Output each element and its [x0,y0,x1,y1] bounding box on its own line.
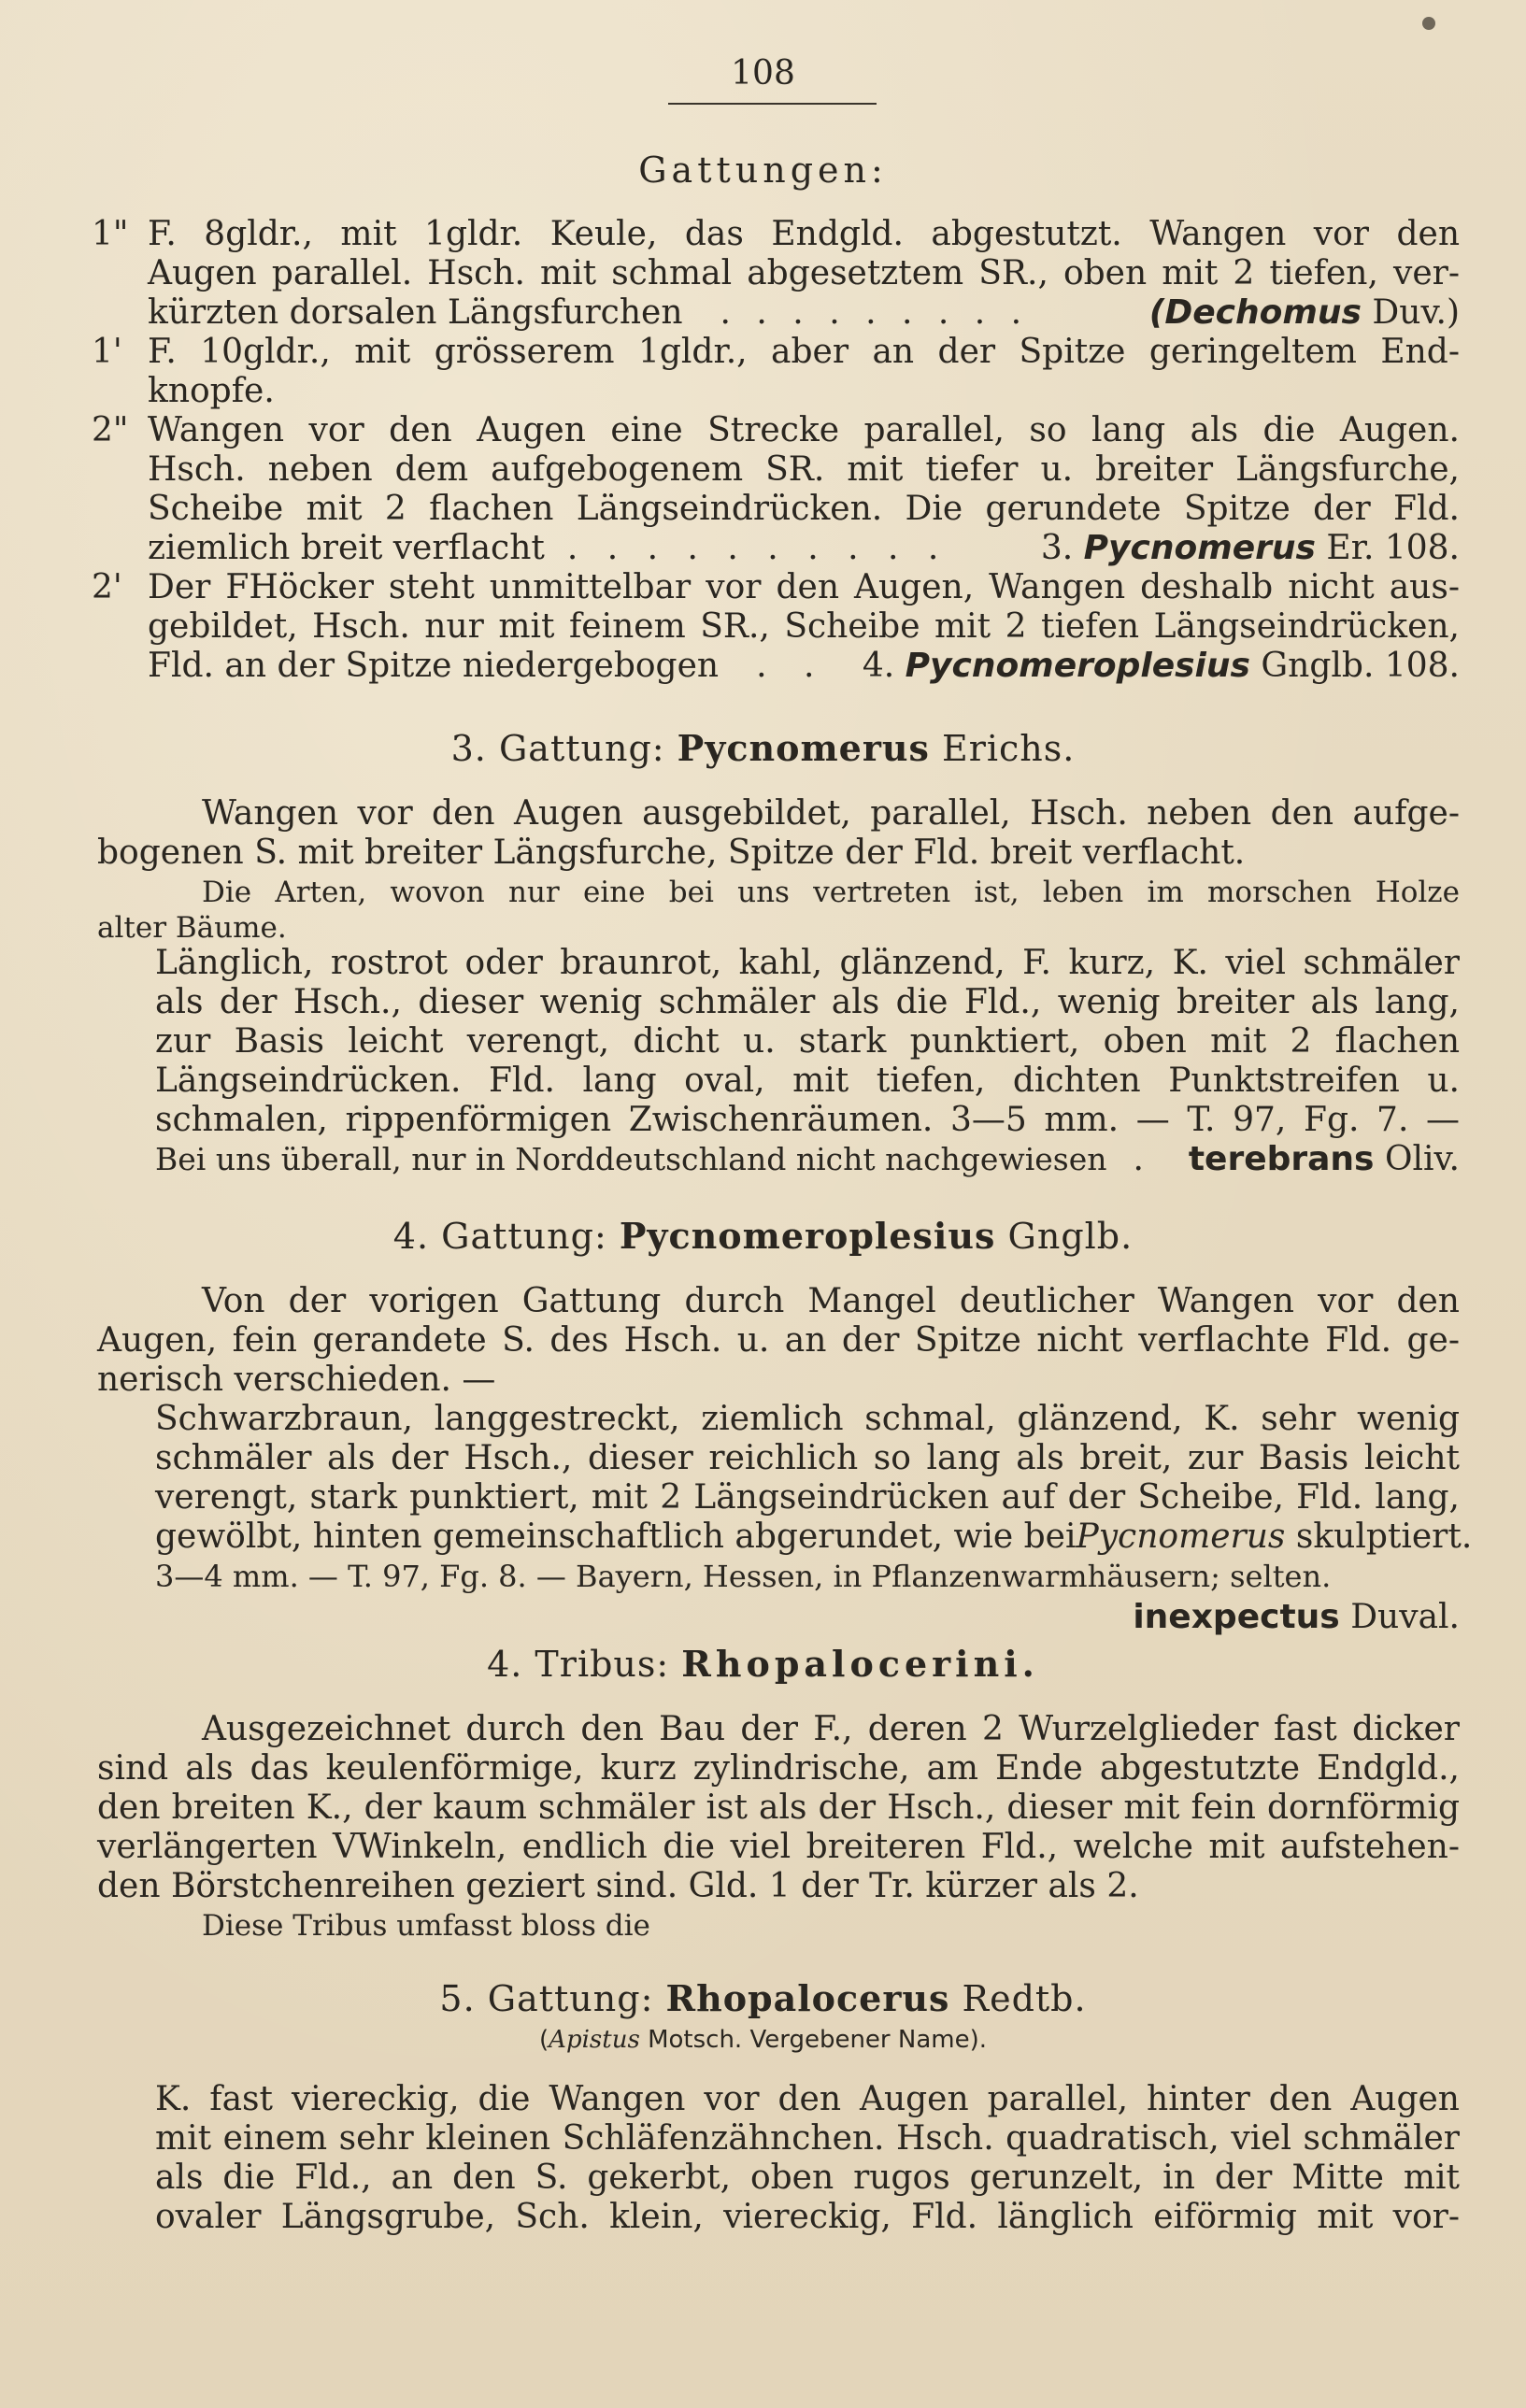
key-ref [863,647,1460,686]
key-heading: Gattungen: [638,150,888,191]
key-mark: 1' [92,333,122,371]
paragraph-line: den Börstchenreihen geziert sind. Gld. 1 der Tr. kürzer als 2. [97,1867,1139,1905]
genus-heading-name: Pycnomeroplesius [619,1215,996,1257]
description-line: schmalen, rippenförmigen Zwischenräumen. 3—5 mm. — T. 97, Fg. 7. — [155,1101,1460,1139]
key-line-text: Fld. an der Spitze niedergebogen [148,647,720,685]
description-line: 3—4 mm. — T. 97, Fg. 8. — Bayern, Hessen, in Pflanzenwarmhäusern; selten. [155,1559,1332,1594]
paragraph-line: Von der vorigen Gattung durch Mangel deutlicher Wangen vor den [202,1282,1460,1320]
key-line: knopfe. [148,372,275,410]
description-line: K. fast viereckig, die Wangen vor den Augen parallel, hinter den Augen [155,2080,1460,2118]
key-mark: 2" [92,411,129,449]
genus-heading [0,727,1526,769]
description-line-last [155,1140,1460,1179]
leader-dots: . . . . . . . . . . [566,529,948,567]
description-line: verengt, stark punktiert, mit 2 Längseindrücken auf der Scheibe, Fld. lang, [155,1478,1460,1517]
paragraph-line: sind als das keulenförmige, kurz zylindrische, am Ende abgestutzte Endgld., [97,1749,1460,1788]
genus-heading-number: 5. Gattung: [439,1978,654,2019]
description-line: zur Basis leicht verengt, dicht u. stark punktiert, oben mit 2 flachen [155,1022,1460,1061]
paragraph-line: nerisch verschieden. — [97,1361,496,1399]
paragraph-line: bogenen S. mit breiter Längsfurche, Spitze der Fld. breit verflacht. [97,834,1246,872]
species-name-block [1189,1140,1460,1179]
genus-ref-number: 3. [1040,529,1074,567]
genus-ref-number: 4. [862,647,895,685]
description-text-end [1077,1517,1473,1557]
genus-heading-number: 3. Gattung: [450,728,665,769]
distribution-text: Bei uns überall, nur in Norddeutschland nicht nachgewiesen [155,1141,1107,1177]
genus-ref-author: Gnglb. 108. [1261,647,1460,685]
paragraph-line: verlängerten VWinkeln, endlich die viel breiteren Fld., welche mit aufstehen- [97,1828,1460,1866]
description-line: ovaler Längsgrube, Sch. klein, viereckig, Fld. länglich eiförmig mit vor- [155,2198,1460,2236]
species-author: Duval. [1350,1598,1460,1636]
leader-dot: . [1133,1140,1144,1178]
description-line [155,1517,1473,1557]
synonym-note [0,2026,1526,2054]
synonym-name: Apistus [549,2026,640,2054]
genus-heading-author: Gnglb. [1007,1216,1134,1257]
key-line: Wangen vor den Augen eine Strecke parallel, so lang als die Augen. [148,411,1460,449]
genus-ref-name: Dechomus [1164,293,1362,332]
synonym-paren: ( [539,2026,549,2054]
tribus-heading-name: Rhopalocerini. [681,1643,1039,1685]
paragraph-line-small: Die Arten, wovon nur eine bei uns vertreten ist, leben im morschen Holze [202,876,1460,909]
genus-heading-name: Rhopalocerus [665,1977,950,2019]
paragraph-line: Ausgezeichnet durch den Bau der F., deren 2 Wurzelglieder fast dicker [202,1710,1460,1748]
paragraph-line-small: Diese Tribus umfasst bloss die [202,1909,650,1943]
genus-heading-number: 4. Gattung: [392,1216,607,1257]
key-mark: 1" [92,215,129,253]
key-line-last [148,647,1460,686]
key-line: Hsch. neben dem aufgebogenem SR. mit tiefer u. breiter Längsfurche, [148,450,1460,489]
species-name: terebrans [1188,1140,1375,1178]
paragraph-line: den breiten K., der kaum schmäler ist als der Hsch., dieser mit fein dornförmig [97,1788,1460,1827]
genus-ref-author: Duv.) [1372,293,1460,332]
leader-dots: . . . . . . . . . [720,293,1030,332]
species-name-block [1133,1598,1460,1637]
key-line-text: ziemlich breit verflacht [148,529,545,567]
genus-heading [0,1977,1526,2019]
leader-dots: . . [756,647,828,685]
synonym-rest: Motsch. Vergebener Name). [648,2026,987,2054]
description-line: schmäler als der Hsch., dieser reichlich so lang als breit, zur Basis leicht [155,1439,1460,1477]
genus-heading-author: Erichs. [941,728,1076,769]
genus-heading-author: Redtb. [962,1978,1087,2019]
key-line: Augen parallel. Hsch. mit schmal abgesetztem SR., oben mit 2 tiefen, ver- [148,254,1460,292]
key-line: F. 8gldr., mit 1gldr. Keule, das Endgld. abgestutzt. Wangen vor den [148,215,1460,253]
ink-speck [1422,17,1435,30]
paragraph-line-small: alter Bäume. [97,911,287,945]
paragraph-line: Augen, fein gerandete S. des Hsch. u. an der Spitze nicht verflachte Fld. ge- [97,1321,1460,1360]
key-line: F. 10gldr., mit grösserem 1gldr., aber an der Spitze geringeltem End- [148,333,1460,371]
genus-name-italic: Pycnomerus [1076,1517,1286,1556]
key-mark: 2' [92,568,122,606]
key-line: Der FHöcker steht unmittelbar vor den Augen, Wangen deshalb nicht aus- [148,568,1460,606]
species-author: Oliv. [1384,1140,1460,1178]
genus-heading-name: Pycnomerus [677,727,930,769]
description-line: als der Hsch., dieser wenig schmäler als die Fld., wenig breiter als lang, [155,983,1460,1021]
description-line: als die Fld., an den S. gekerbt, oben rugos gerunzelt, in der Mitte mit [155,2159,1460,2197]
key-line: gebildet, Hsch. nur mit feinem SR., Scheibe mit 2 tiefen Längseindrücken, [148,607,1460,646]
description-line: Schwarzbraun, langgestreckt, ziemlich schmal, glänzend, K. sehr wenig [155,1400,1460,1438]
species-name: inexpectus [1133,1598,1340,1636]
description-text: skulptiert. [1295,1517,1473,1556]
header-rule [668,103,877,105]
description-text: gewölbt, hinten gemeinschaftlich abgerundet, wie bei [155,1517,1077,1556]
description-line: Längseindrücken. Fld. lang oval, mit tiefen, dichten Punktstreifen u. [155,1062,1460,1100]
paragraph-line: Wangen vor den Augen ausgebildet, parallel, Hsch. neben den aufge- [202,794,1460,833]
genus-ref-name: Pycnomeroplesius [905,647,1250,685]
key-ref [1149,293,1460,333]
key-line-last [148,529,1460,568]
key-line: Scheibe mit 2 flachen Längseindrücken. Die gerundete Spitze der Fld. [148,490,1460,528]
tribus-heading [0,1643,1526,1685]
genus-ref-author: Er. 108. [1326,529,1460,567]
key-line-text: kürzten dorsalen Längsfurchen [148,293,683,332]
genus-heading [0,1215,1526,1257]
key-ref [1041,529,1460,568]
description-line: mit einem sehr kleinen Schläfenzähnchen. Hsch. quadratisch, viel schmäler [155,2119,1460,2158]
description-line: Länglich, rostrot oder braunrot, kahl, glänzend, F. kurz, K. viel schmäler [155,944,1460,982]
ref-paren: ( [1148,293,1165,332]
tribus-heading-number: 4. Tribus: [487,1644,670,1685]
genus-ref-name: Pycnomerus [1083,529,1316,567]
key-line-last [148,293,1460,333]
page-number: 108 [731,54,795,93]
